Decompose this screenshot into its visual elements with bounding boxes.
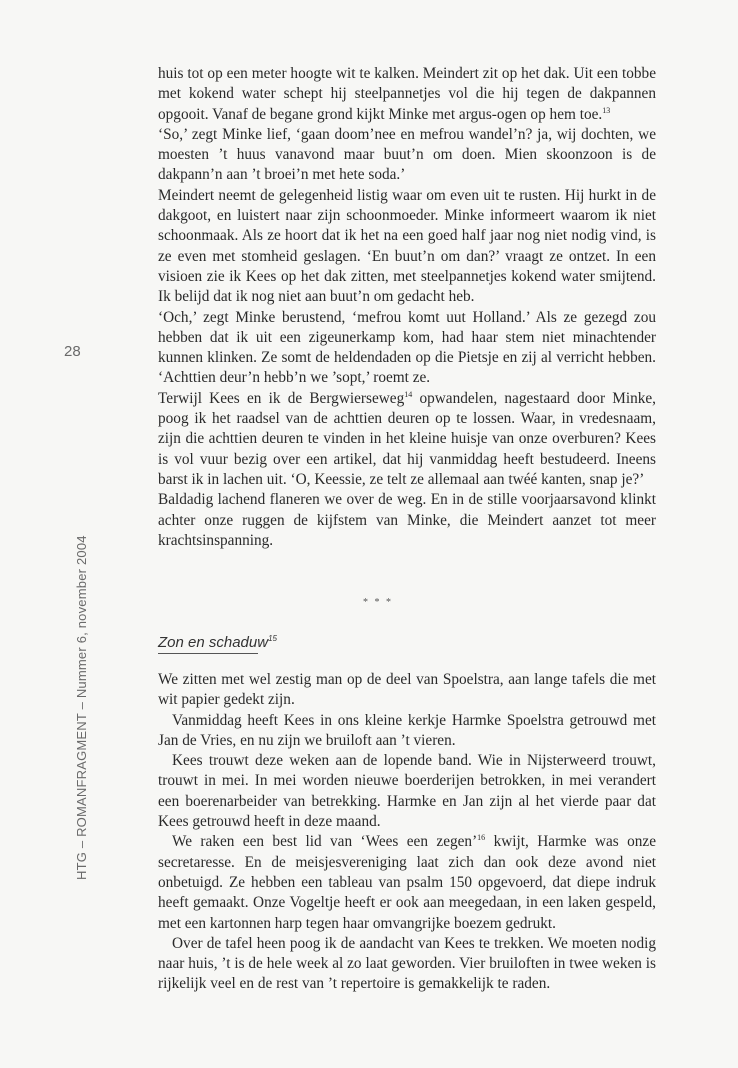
paragraph: Baldadig lachend flaneren we over de weg. En in de stille voorjaarsavond klinkt achter onze ruggen de kijfstem van Minke, die Meindert aanzet tot meer krachtsinspanning.: [158, 491, 656, 549]
paragraph: huis tot op een meter hoogte wit te kalken. Meindert zit op het dak. Uit een tobbe met kokend water schept hij steelpannetjes vol die hij tegen de dakpannen opgooit. Vanaf de begane grond kijkt Minke met argus-ogen op hem toe.$^{13}$: [158, 65, 656, 123]
page-number: 28: [64, 343, 81, 360]
paragraph: Meindert neemt de gelegenheid listig waar om even uit te rusten. Hij hurkt in de dakgoot, en luistert naar zijn schoonmoeder. Minke informeert waarom ik niet schoonmaak. Als ze hoort dat ik het na een goed half jaar nog niet nodig vind, is ze even met stomheid geslagen. ‘En buut’n om dan?’ vraagt ze ontzet. In een visioen zie ik Kees op het dak zitten, met steelpannetjes kokend water smijtend. Ik belijd dat ik nog niet aan buut’n om gedacht heb.: [158, 186, 656, 306]
paragraph: ‘Och,’ zegt Minke berustend, ‘mefrou komt uut Holland.’ Als ze gezegd zou hebben dat ik uit een zigeunerkamp kom, had haar stem niet minachtender kunnen klinken. Ze somt de heldendaden op die Pietsje en zij al verricht hebben. ‘Achttien deur’n hebb’n we ’sopt,’ roemt ze.: [158, 308, 656, 387]
paragraph: Kees trouwt deze weken aan de lopende band. Wie in Nijsterweerd trouwt, trouwt in mei. In mei worden nieuwe boerderijen betrokken, in mei verandert een boerenarbeider van betrekking. Harmke en Jan zijn al het vierde paar dat Kees getrouwd heeft in deze maand.: [158, 752, 656, 831]
paragraph: ‘So,’ zegt Minke lief, ‘gaan doom’nee en mefrou wandel’n? ja, wij dochten, we moesten ’t huus vanavond maar buut’n om doen. Mien skoonzoon is de dakpann’n aan ’t broei’n met hete soda.’: [158, 125, 656, 184]
section-heading: Zon en schaduw$^{15}$: [158, 634, 277, 651]
footnote-ref: 13: [602, 105, 611, 115]
section-separator: * * *: [363, 597, 393, 608]
heading-underline: [158, 653, 258, 654]
footnote-ref: 14: [404, 389, 413, 399]
footnote-ref: 16: [477, 833, 486, 843]
footnote-ref: 15: [268, 634, 277, 643]
paragraph: We raken een best lid van ‘Wees een zegen’$^{16}$ kwijt, Harmke was onze secretaresse. En de meisjesvereniging laat zich dan ook deze avond niet onbetuigd. Ze hebben een tableau van psalm 150 opgevoerd, dat diepe indruk heeft gemaakt. Onze Vogeltje heeft er ook aan meegedaan, in een laken gespeld, met een kartonnen harp tegen haar omvangrijke boezem gedrukt.: [158, 833, 657, 932]
section2-body: [158, 670, 656, 995]
paragraph: Over de tafel heen poog ik de aandacht van Kees te trekken. We moeten nodig naar huis, ’t is de hele week al zo laat geworden. Vier bruiloften in twee weken is rijkelijk veel en de rest van ’t repertoire is gemakkelijk te raden.: [158, 934, 656, 993]
paragraph: Vanmiddag heeft Kees in ons kleine kerkje Harmke Spoelstra getrouwd met Jan de Vries, en nu zijn we bruiloft aan ’t vieren.: [158, 711, 656, 749]
paragraph: We zitten met wel zestig man op de deel van Spoelstra, aan lange tafels die met wit papier gedekt zijn.: [158, 671, 656, 709]
paragraph: Terwijl Kees en ik de Bergwierseweg$^{14}$ opwandelen, nagestaard door Minke, poog ik het raadsel van de achttien deuren op te lossen. Waar, in vredesnaam, zijn die achttien deuren te vinden in het kleine huisje van onze overburen? Kees is vol vuur bezig over een artikel, dat hij vanmiddag heeft bestudeerd. Ineens barst ik in lachen uit. ‘O, Keessie, ze telt ze allemaal aan twéé kanten, snap je?’: [158, 389, 657, 488]
section1-body: [158, 64, 656, 551]
running-footer: HTG – ROMANFRAGMENT – Nummer 6, november 2004: [74, 535, 89, 880]
